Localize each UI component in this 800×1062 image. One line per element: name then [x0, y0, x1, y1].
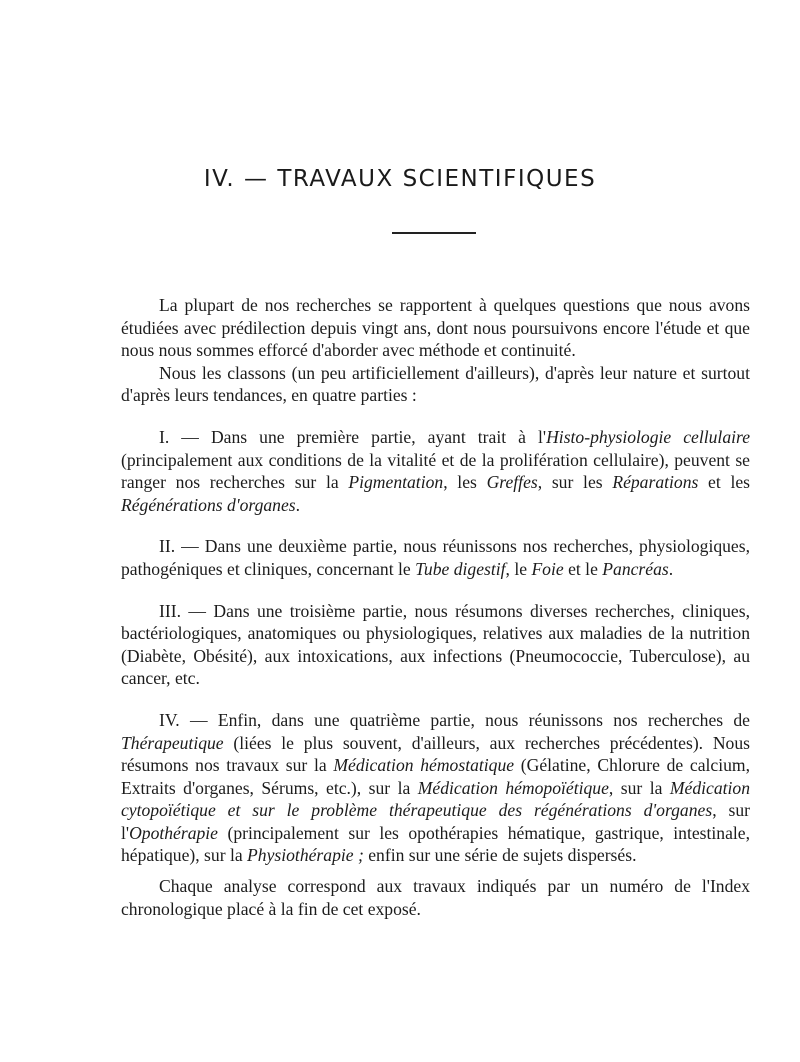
- part-1-paragraph: I. — Dans une première partie, ayant trait à l'Histo-physiologie cellulaire (principalement aux conditions de la vitalité et de la prolifération cellulaire), peuvent se ranger nos recherches sur la Pigmentation, les Greffes, sur les Réparations et les Régénérations d'organes.: [121, 426, 751, 515]
- part-2-paragraph: II. — Dans une deuxième partie, nous réunissons nos recherches, physiologiques, pathogéniques et cliniques, concernant le Tube digestif, le Foie et le Pancréas.: [121, 536, 750, 579]
- page-title: IV. — TRAVAUX SCIENTIFIQUES: [203, 166, 597, 192]
- document-body: [121, 294, 750, 920]
- closing-paragraph: Chaque analyse correspond aux travaux indiqués par un numéro de l'Index chronologique placé à la fin de cet exposé.: [121, 876, 750, 919]
- part-3-paragraph: III. — Dans une troisième partie, nous résumons diverses recherches, cliniques, bactériologiques, anatomiques ou physiologiques, relatives aux maladies de la nutrition (Diabète, Obésité), aux intoxications, aux infections (Pneumococcie, Tuberculose), au cancer, etc.: [121, 600, 750, 689]
- title-rule: [392, 232, 476, 234]
- part-4-paragraph: IV. — Enfin, dans une quatrième partie, nous réunissons nos recherches de Thérapeutique (liées le plus souvent, d'ailleurs, aux recherches précédentes). Nous résumons nos travaux sur la Médication hémostatique (Gélatine, Chlorure de calcium, Extraits d'organes, Sérums, etc.), sur la Médication hémopoïétique, sur la Médication cytopoïétique et sur le problème thérapeutique des régénérations d'organes, sur l'Opothérapie (principalement sur les opothérapies hématique, gastrique, intestinale, hépatique), sur la Physiothérapie ; enfin sur une série de sujets dispersés.: [121, 709, 751, 866]
- intro-paragraph-2: Nous les classons (un peu artificiellement d'ailleurs), d'après leur nature et surtout d'après leurs tendances, en quatre parties :: [121, 362, 750, 406]
- intro-paragraph-1: La plupart de nos recherches se rapportent à quelques questions que nous avons étudiées avec prédilection depuis vingt ans, dont nous poursuivons encore l'étude et que nous nous sommes efforcé d'aborder avec méthode et continuité.: [121, 295, 750, 361]
